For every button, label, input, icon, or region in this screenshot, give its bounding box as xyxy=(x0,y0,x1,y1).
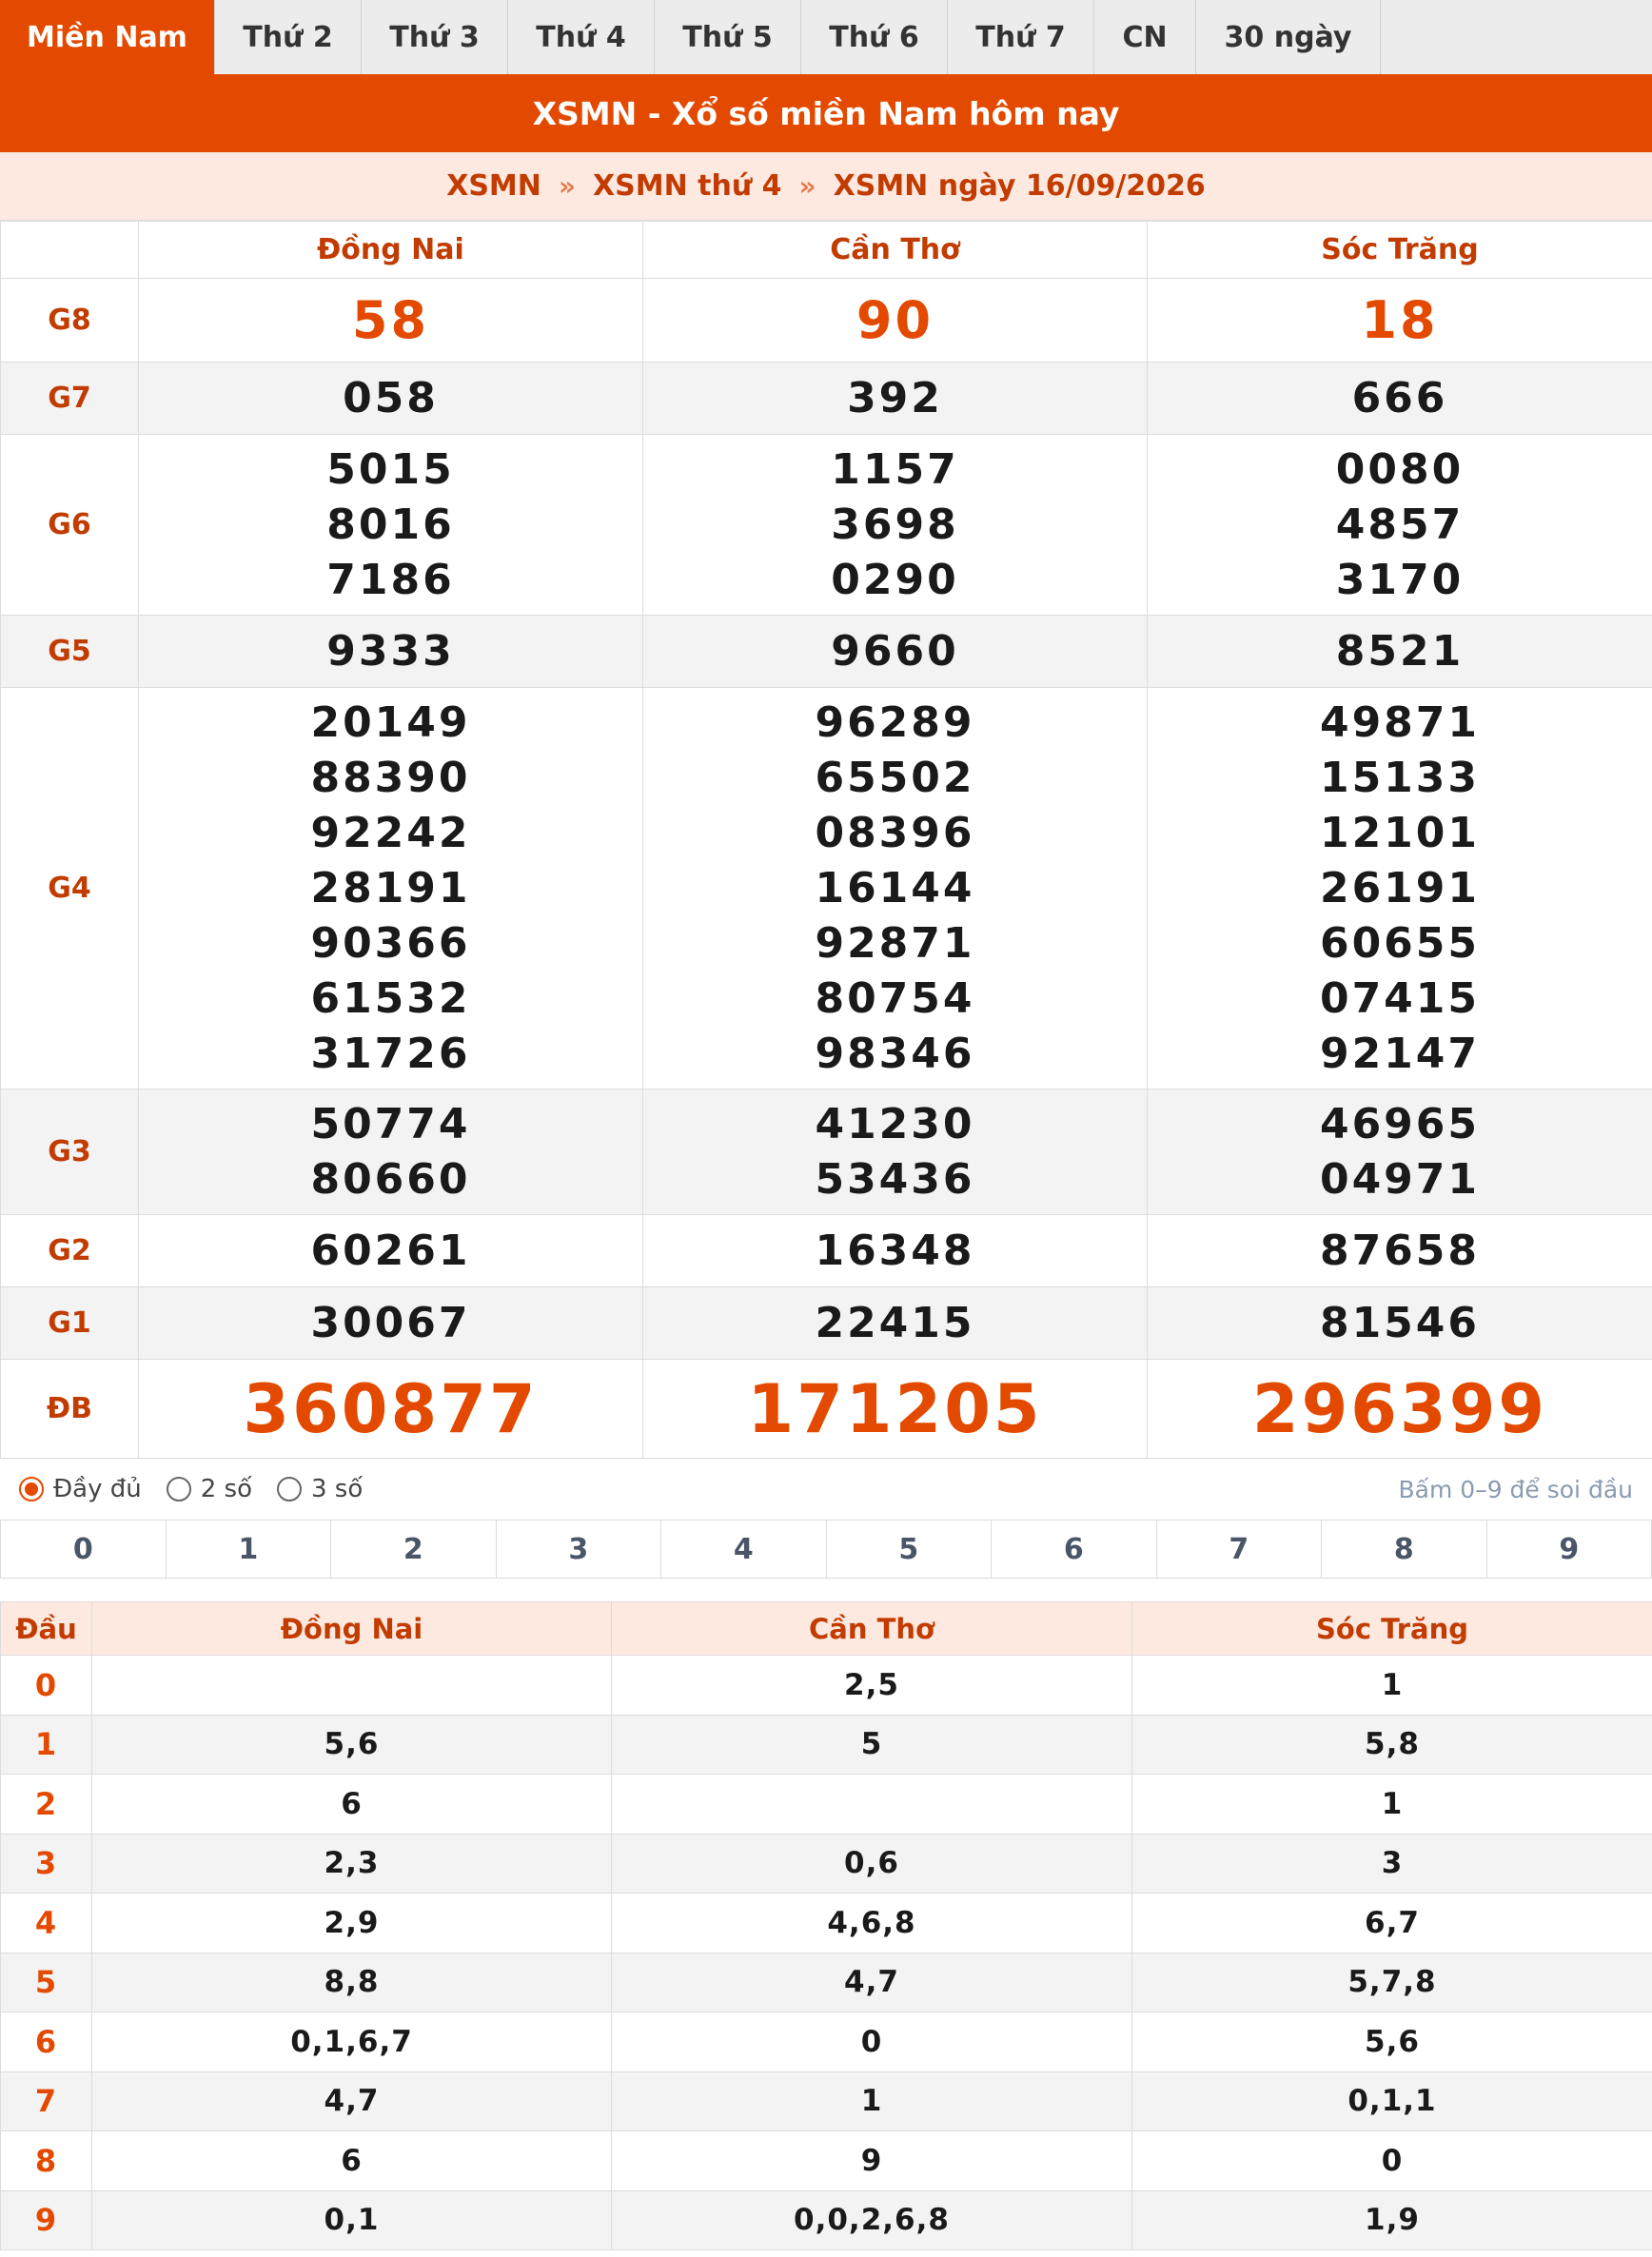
tail-values: 0,1,6,7 xyxy=(92,2012,612,2072)
lottery-number: 12101 xyxy=(1319,808,1481,857)
prize-cell xyxy=(643,616,1148,688)
prize-cell xyxy=(643,688,1148,1089)
lottery-number: 18 xyxy=(1361,289,1439,350)
lottery-number: 0080 xyxy=(1335,444,1465,494)
lottery-number: 30067 xyxy=(310,1298,471,1347)
lottery-number: 80660 xyxy=(310,1154,471,1204)
tail-values: 5,7,8 xyxy=(1132,1953,1652,2012)
tail-values: 2,3 xyxy=(92,1834,612,1894)
prize-cell xyxy=(139,1215,643,1287)
digit-button-5[interactable]: 5 xyxy=(827,1521,993,1578)
prize-cell xyxy=(1148,688,1652,1089)
results-table xyxy=(0,221,1652,1459)
head-digit: 8 xyxy=(1,2131,92,2191)
tail-values: 4,7 xyxy=(92,2071,612,2131)
prize-cell xyxy=(139,616,643,688)
lottery-number: 92242 xyxy=(310,808,471,857)
radio-label: 2 số xyxy=(200,1475,252,1503)
lottery-number: 60655 xyxy=(1319,918,1481,968)
lottery-number: 0290 xyxy=(831,555,959,604)
lottery-number: 9333 xyxy=(326,626,455,676)
tail-values: 0 xyxy=(612,2012,1132,2072)
lottery-number: 392 xyxy=(847,373,943,422)
prize-cell xyxy=(643,435,1148,616)
digit-button-7[interactable]: 7 xyxy=(1157,1521,1323,1578)
province-header: Cần Thơ xyxy=(643,222,1148,279)
head-digit: 2 xyxy=(1,1775,92,1835)
head-row xyxy=(1,2131,1652,2191)
tail-values: 0 xyxy=(1132,2131,1652,2191)
prize-label: G6 xyxy=(1,435,139,616)
prize-cell xyxy=(1148,1215,1652,1287)
lottery-number: 5015 xyxy=(326,444,455,494)
head-column-header: Đầu xyxy=(1,1602,92,1656)
radio-circle-icon[interactable] xyxy=(167,1477,191,1501)
head-digit: 4 xyxy=(1,1894,92,1953)
tail-values: 1 xyxy=(612,2071,1132,2131)
lottery-number: 1157 xyxy=(831,444,959,494)
head-digit: 3 xyxy=(1,1834,92,1894)
lottery-number: 9660 xyxy=(831,626,959,676)
head-row xyxy=(1,2071,1652,2131)
prize-cell xyxy=(1148,363,1652,435)
province-header: Đồng Nai xyxy=(139,222,643,279)
prize-label: G7 xyxy=(1,363,139,435)
head-row xyxy=(1,1775,1652,1835)
tail-values: 5 xyxy=(612,1715,1132,1775)
tail-values: 6 xyxy=(92,1775,612,1835)
lottery-number: 171205 xyxy=(747,1369,1043,1448)
tail-values: 1 xyxy=(1132,1656,1652,1716)
head-row xyxy=(1,2190,1652,2250)
lottery-number: 666 xyxy=(1351,373,1448,422)
lottery-number: 8016 xyxy=(326,500,455,549)
tail-values: 0,0,2,6,8 xyxy=(612,2190,1132,2250)
lottery-number: 7186 xyxy=(326,555,455,604)
tab-thứ-3[interactable]: Thứ 3 xyxy=(362,0,508,74)
prize-label: G8 xyxy=(1,279,139,363)
digit-button-8[interactable]: 8 xyxy=(1322,1521,1487,1578)
prize-row-g5 xyxy=(1,616,1652,688)
prize-cell xyxy=(643,1287,1148,1360)
prize-cell xyxy=(139,1287,643,1360)
breadcrumb-separator-icon: » xyxy=(558,170,576,202)
tab-thứ-6[interactable]: Thứ 6 xyxy=(801,0,948,74)
lottery-number: 28191 xyxy=(310,863,471,913)
province-header: Sóc Trăng xyxy=(1132,1602,1652,1656)
lottery-number: 16144 xyxy=(815,863,975,913)
prize-row-g7 xyxy=(1,363,1652,435)
tail-values: 4,6,8 xyxy=(612,1894,1132,1953)
lottery-number: 20149 xyxy=(310,697,471,747)
prize-cell xyxy=(643,1360,1148,1459)
breadcrumb-link[interactable]: XSMN thứ 4 xyxy=(592,169,782,203)
tail-values: 0,6 xyxy=(612,1834,1132,1894)
lottery-number: 058 xyxy=(343,373,439,422)
tab-30-ngày[interactable]: 30 ngày xyxy=(1196,0,1381,74)
prize-cell xyxy=(139,435,643,616)
digit-button-9[interactable]: 9 xyxy=(1559,1532,1580,1566)
lottery-number: 46965 xyxy=(1319,1099,1481,1148)
lottery-number: 58 xyxy=(351,289,430,350)
lottery-number: 53436 xyxy=(815,1154,975,1204)
prize-cell xyxy=(1148,1089,1652,1215)
head-row xyxy=(1,2012,1652,2072)
lottery-number: 360877 xyxy=(243,1369,539,1448)
prize-label: G4 xyxy=(1,688,139,1089)
lottery-number: 90366 xyxy=(310,918,471,968)
prize-row-g3 xyxy=(1,1089,1652,1215)
radio-label: Đầy đủ xyxy=(53,1475,142,1503)
prize-label: G1 xyxy=(1,1287,139,1360)
prize-label: ĐB xyxy=(1,1360,139,1459)
lottery-number: 49871 xyxy=(1319,697,1481,747)
prize-cell xyxy=(1148,1360,1652,1459)
digit-button-2[interactable]: 2 xyxy=(331,1521,497,1578)
radio-option-0[interactable] xyxy=(19,1475,142,1503)
lottery-number: 4857 xyxy=(1335,500,1465,549)
digit-button-4[interactable]: 4 xyxy=(661,1521,827,1578)
tab-thứ-2[interactable]: Thứ 2 xyxy=(215,0,362,74)
tab-thứ-7[interactable]: Thứ 7 xyxy=(948,0,1094,74)
prize-cell xyxy=(139,688,643,1089)
province-header: Cần Thơ xyxy=(612,1602,1132,1656)
head-table xyxy=(0,1601,1652,2250)
region-tabs xyxy=(0,0,1652,74)
prize-row-g1 xyxy=(1,1287,1652,1360)
prize-cell xyxy=(139,279,643,363)
prize-row-g4 xyxy=(1,688,1652,1089)
lottery-number: 96289 xyxy=(815,697,975,747)
tail-values: 5,6 xyxy=(92,1715,612,1775)
digit-filter xyxy=(0,1520,1652,1579)
lottery-number: 87658 xyxy=(1319,1226,1481,1275)
tab-thứ-4[interactable]: Thứ 4 xyxy=(508,0,655,74)
page-title: XSMN - Xổ số miền Nam hôm nay xyxy=(0,74,1652,152)
tab-miền-nam[interactable]: Miền Nam xyxy=(0,0,215,74)
hint-text: Bấm 0–9 để soi đầu xyxy=(1398,1475,1633,1503)
prize-row-g2 xyxy=(1,1215,1652,1287)
lottery-number: 61532 xyxy=(310,973,471,1023)
lottery-number: 88390 xyxy=(310,753,471,802)
lottery-number: 26191 xyxy=(1319,863,1481,913)
digit-button-0[interactable]: 0 xyxy=(1,1521,167,1578)
tail-values: 2,5 xyxy=(612,1656,1132,1716)
lottery-number: 81546 xyxy=(1319,1298,1481,1347)
province-header: Sóc Trăng xyxy=(1148,222,1652,279)
lottery-number: 08396 xyxy=(815,808,975,857)
tab-thứ-5[interactable]: Thứ 5 xyxy=(655,0,801,74)
prize-row-g8 xyxy=(1,279,1652,363)
lottery-number: 92147 xyxy=(1319,1029,1481,1078)
tail-values: 1 xyxy=(1132,1775,1652,1835)
prize-cell xyxy=(1148,616,1652,688)
tail-values: 0,1,1 xyxy=(1132,2071,1652,2131)
tail-values: 9 xyxy=(612,2131,1132,2191)
tail-values: 5,6 xyxy=(1132,2012,1652,2072)
prize-cell xyxy=(643,363,1148,435)
tail-values: 6,7 xyxy=(1132,1894,1652,1953)
lottery-number: 16348 xyxy=(815,1226,975,1275)
display-options xyxy=(0,1459,1652,1520)
tail-values: 6 xyxy=(92,2131,612,2191)
prize-cell xyxy=(139,363,643,435)
lottery-number: 07415 xyxy=(1319,973,1481,1023)
digit-button-3[interactable]: 3 xyxy=(497,1521,662,1578)
head-digit: 6 xyxy=(1,2012,92,2072)
lottery-number: 15133 xyxy=(1319,753,1481,802)
tail-values: 4,7 xyxy=(612,1953,1132,2012)
prize-column-header xyxy=(1,222,139,279)
prize-cell xyxy=(1148,435,1652,616)
prize-row-đb xyxy=(1,1360,1652,1459)
prize-cell xyxy=(643,1089,1148,1215)
tail-values: 8,8 xyxy=(92,1953,612,2012)
prize-cell xyxy=(139,1360,643,1459)
prize-cell xyxy=(1148,279,1652,363)
lottery-number: 296399 xyxy=(1251,1369,1548,1448)
lottery-number: 22415 xyxy=(815,1298,975,1347)
head-digit: 1 xyxy=(1,1715,92,1775)
lottery-number: 65502 xyxy=(815,753,975,802)
prize-label: G5 xyxy=(1,616,139,688)
lottery-number: 04971 xyxy=(1319,1154,1481,1204)
prize-cell xyxy=(643,1215,1148,1287)
prize-cell xyxy=(139,1089,643,1215)
head-row xyxy=(1,1894,1652,1953)
head-row xyxy=(1,1656,1652,1716)
prize-cell xyxy=(1148,1287,1652,1360)
radio-circle-icon[interactable] xyxy=(277,1477,302,1501)
lottery-number: 92871 xyxy=(815,918,975,968)
lottery-number: 31726 xyxy=(310,1029,471,1078)
head-digit: 9 xyxy=(1,2190,92,2250)
lottery-number: 3170 xyxy=(1335,555,1465,604)
tab-cn[interactable]: CN xyxy=(1094,0,1196,74)
digit-button-1[interactable]: 1 xyxy=(167,1521,332,1578)
province-header: Đồng Nai xyxy=(92,1602,612,1656)
head-row xyxy=(1,1953,1652,2012)
lottery-number: 90 xyxy=(856,289,934,350)
head-digit: 0 xyxy=(1,1656,92,1716)
lottery-number: 41230 xyxy=(815,1099,975,1148)
radio-option-1[interactable] xyxy=(167,1475,252,1503)
head-row xyxy=(1,1715,1652,1775)
head-digit: 5 xyxy=(1,1953,92,2012)
radio-label: 3 số xyxy=(310,1475,364,1503)
digit-button-6[interactable]: 6 xyxy=(992,1521,1157,1578)
tail-values: 0,1 xyxy=(92,2190,612,2250)
lottery-number: 98346 xyxy=(815,1029,975,1078)
lottery-number: 3698 xyxy=(831,500,959,549)
tail-values: 5,8 xyxy=(1132,1715,1652,1775)
tail-values: 2,9 xyxy=(92,1894,612,1953)
head-digit: 7 xyxy=(1,2071,92,2131)
prize-row-g6 xyxy=(1,435,1652,616)
prize-label: G2 xyxy=(1,1215,139,1287)
radio-circle-icon[interactable] xyxy=(19,1477,44,1501)
lottery-number: 80754 xyxy=(815,973,975,1023)
tail-values xyxy=(92,1656,612,1716)
radio-option-2[interactable] xyxy=(277,1475,363,1503)
lottery-number: 60261 xyxy=(310,1226,471,1275)
breadcrumb xyxy=(0,152,1652,221)
tail-values xyxy=(612,1775,1132,1835)
prize-label: G3 xyxy=(1,1089,139,1215)
lottery-number: 8521 xyxy=(1335,626,1465,676)
breadcrumb-link[interactable]: XSMN xyxy=(446,169,541,203)
breadcrumb-separator-icon: » xyxy=(798,170,816,202)
tail-values: 1,9 xyxy=(1132,2190,1652,2250)
prize-cell xyxy=(643,279,1148,363)
head-row xyxy=(1,1834,1652,1894)
tail-values: 3 xyxy=(1132,1834,1652,1894)
lottery-number: 50774 xyxy=(310,1099,471,1148)
breadcrumb-link[interactable]: XSMN ngày 16/09/2026 xyxy=(833,169,1206,203)
